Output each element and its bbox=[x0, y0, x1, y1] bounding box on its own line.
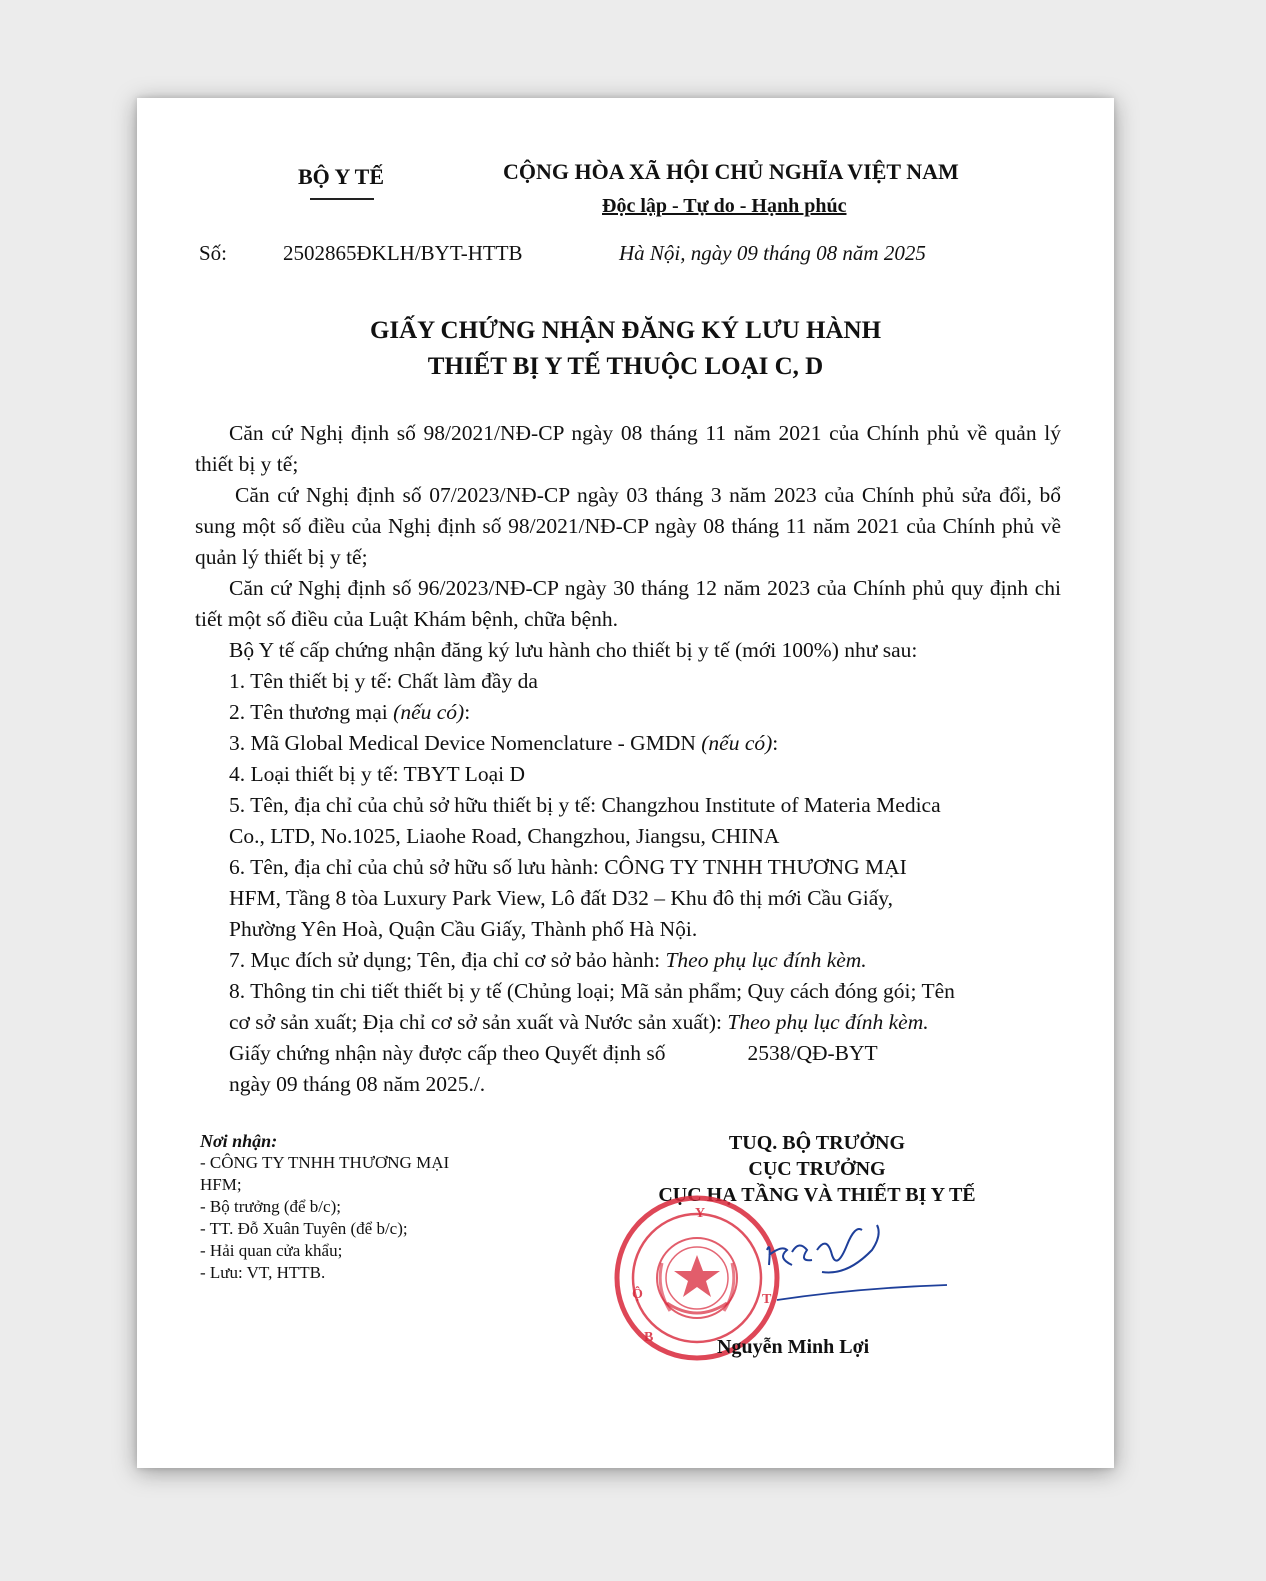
svg-text:T: T bbox=[762, 1292, 772, 1307]
legal-basis-2: Căn cứ Nghị định số 07/2023/NĐ-CP ngày 03 tháng 3 năm 2023 của Chính phủ sửa đổi, bổ sung một số điều của Nghị định số 98/2021/NĐ-CP ngày 08 tháng 11 năm 2021 của Chính phủ về quản lý thiết bị y tế; bbox=[195, 483, 1061, 569]
item-device-name: 1. Tên thiết bị y tế: Chất làm đầy da bbox=[229, 669, 538, 693]
place-date: Hà Nội, ngày 09 tháng 08 năm 2025 bbox=[619, 241, 926, 265]
svg-text:B: B bbox=[644, 1330, 654, 1345]
recipients-block bbox=[200, 1130, 449, 1284]
item-gmdn: 3. Mã Global Medical Device Nomenclature - GMDN (nếu có): bbox=[229, 731, 779, 755]
item-details: 8. Thông tin chi tiết thiết bị y tế (Chủng loại; Mã sản phẩm; Quy cách đóng gói; Tên cơ sở sản xuất; Địa chỉ cơ sở sản xuất và Nước sản xuất): Theo phụ lục đính kèm. bbox=[229, 979, 955, 1034]
document-body bbox=[195, 418, 1061, 1100]
signature-authority: TUQ. BỘ TRƯỞNG bbox=[728, 1132, 906, 1154]
national-title: CỘNG HÒA XÃ HỘI CHỦ NGHĨA VIỆT NAM bbox=[503, 159, 959, 184]
recipient-line: - TT. Đỗ Xuân Tuyên (để b/c); bbox=[200, 1219, 408, 1238]
handwritten-signature bbox=[737, 1210, 957, 1310]
item-trade-name: 2. Tên thương mại (nếu có): bbox=[229, 700, 471, 724]
item-purpose: 7. Mục đích sử dụng; Tên, địa chỉ cơ sở bảo hành: Theo phụ lục đính kèm. bbox=[229, 948, 867, 972]
signer-name: Nguyễn Minh Lợi bbox=[717, 1336, 870, 1358]
issuing-agency: BỘ Y TẾ bbox=[298, 164, 384, 189]
decision-reference: Giấy chứng nhận này được cấp theo Quyết định số 2538/QĐ-BYT ngày 09 tháng 08 năm 2025./. bbox=[195, 1038, 1061, 1100]
recipient-line: - Bộ trưởng (để b/c); bbox=[200, 1197, 341, 1216]
document-title-line2: THIẾT BỊ Y TẾ THUỘC LOẠI C, D bbox=[427, 353, 824, 380]
recipient-line: HFM; bbox=[200, 1175, 242, 1194]
signature-position: CỤC TRƯỞNG bbox=[748, 1158, 886, 1180]
svg-text:Ộ: Ộ bbox=[632, 1287, 643, 1302]
recipient-line: - Hải quan cửa khẩu; bbox=[200, 1241, 343, 1260]
legal-basis-3: Căn cứ Nghị định số 96/2023/NĐ-CP ngày 30 tháng 12 năm 2023 của Chính phủ quy định chi tiết một số điều của Luật Khám bệnh, chữa bệnh. bbox=[195, 576, 1061, 631]
legal-basis-1: Căn cứ Nghị định số 98/2021/NĐ-CP ngày 08 tháng 11 năm 2021 của Chính phủ về quản lý thiết bị y tế; bbox=[195, 421, 1061, 476]
agency-underline bbox=[310, 198, 374, 200]
signature-department: CỤC HẠ TẦNG VÀ THIẾT BỊ Y TẾ bbox=[658, 1184, 976, 1206]
national-motto: Độc lập - Tự do - Hạnh phúc bbox=[602, 195, 847, 217]
document-number: 2502865ĐKLH/BYT-HTTB bbox=[283, 241, 523, 265]
recipient-line: - Lưu: VT, HTTB. bbox=[200, 1263, 326, 1282]
item-registration-holder: 6. Tên, địa chỉ của chủ sở hữu số lưu hành: CÔNG TY TNHH THƯƠNG MẠI HFM, Tầng 8 tòa Luxury Park View, Lô đất D32 – Khu đô thị mới Cầu Giấy, Phường Yên Hoà, Quận Cầu Giấy, Thành phố Hà Nội. bbox=[229, 855, 907, 941]
document-page bbox=[137, 98, 1114, 1468]
intro-statement: Bộ Y tế cấp chứng nhận đăng ký lưu hành cho thiết bị y tế (mới 100%) như sau: bbox=[229, 638, 918, 662]
recipient-line: - CÔNG TY TNHH THƯƠNG MẠI bbox=[200, 1153, 450, 1172]
item-owner: 5. Tên, địa chỉ của chủ sở hữu thiết bị y tế: Changzhou Institute of Materia Medica Co., LTD, No.1025, Liaohe Road, Changzhou, Jiangsu, CHINA bbox=[229, 793, 941, 848]
item-device-class: 4. Loại thiết bị y tế: TBYT Loại D bbox=[229, 762, 525, 786]
document-title-line1: GIẤY CHỨNG NHẬN ĐĂNG KÝ LƯU HÀNH bbox=[369, 317, 882, 344]
document-number-label: Số: bbox=[199, 241, 228, 265]
svg-text:Y: Y bbox=[695, 1206, 706, 1221]
recipients-heading: Nơi nhận: bbox=[200, 1131, 278, 1151]
decision-number: 2538/QĐ-BYT bbox=[747, 1041, 878, 1065]
